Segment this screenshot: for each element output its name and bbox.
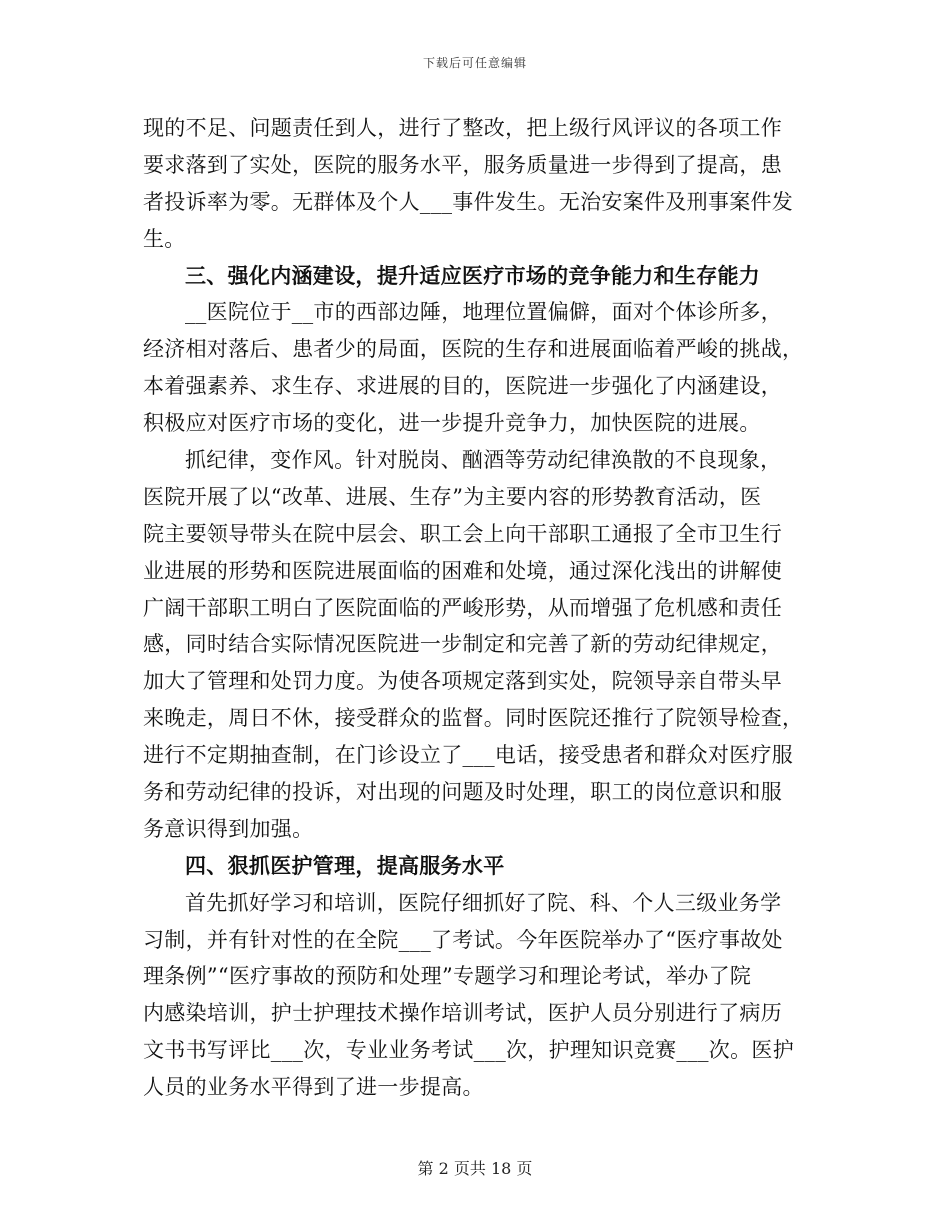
body-line: 理条例”“医疗事故的预防和处理”专题学习和理论考试，举办了院 (143, 964, 752, 989)
section-heading: 三、强化内涵建设，提升适应医疗市场的竞争能力和生存能力 (185, 262, 761, 288)
body-line: 务和劳动纪律的投诉，对出现的问题及时处理，职工的岗位意识和服 (143, 780, 782, 805)
body-line: 文书书写评比___次，专业业务考试___次，护理知识竞赛___次。医护 (143, 1038, 794, 1063)
body-line: 本着强素养、求生存、求进展的目的，医院进一步强化了内涵建设， (143, 374, 782, 399)
body-line: 来晚走，周日不休，接受群众的监督。同时医院还推行了院领导检查， (143, 706, 804, 731)
body-line: 生。 (143, 226, 186, 251)
document-body (143, 110, 809, 1106)
body-line: 人员的业务水平得到了进一步提高。 (143, 1075, 484, 1100)
body-line: 现的不足、问题责任到人，进行了整改，把上级行风评议的各项工作 (143, 116, 782, 140)
body-line: 院主要领导带头在院中层会、职工会上向干部职工通报了全市卫生行 (143, 521, 782, 546)
body-line: 加大了管理和处罚力度。为使各项规定落到实处，院领导亲自带头早 (143, 669, 782, 694)
body-line: 者投诉率为零。无群体及个人___事件发生。无治安案件及刑事案件发 (143, 189, 794, 214)
body-line: 业进展的形势和医院进展面临的困难和处境，通过深化浅出的讲解使 (143, 558, 782, 583)
body-line: 要求落到了实处，医院的服务水平，服务质量进一步得到了提高，患 (143, 152, 782, 177)
body-line: 积极应对医疗市场的变化，进一步提升竞争力，加快医院的进展。 (143, 411, 761, 436)
body-line: 内感染培训，护士护理技术操作培训考试，医护人员分别进行了病历 (143, 1001, 782, 1026)
body-line: 经济相对落后、患者少的局面，医院的生存和进展面临着严峻的挑战， (143, 337, 804, 362)
page-footer: 第 2 页共 18 页 (417, 1159, 533, 1178)
body-line: 感，同时结合实际情况医院进一步制定和完善了新的劳动纪律规定， (143, 632, 782, 657)
page-header: 下载后可任意编辑 (422, 56, 527, 70)
body-line: 习制，并有针对性的在全院___了考试。今年医院举办了“医疗事故处 (143, 927, 783, 952)
body-line: 进行不定期抽查制，在门诊设立了___电话，接受患者和群众对医疗服 (143, 743, 794, 768)
body-line: 务意识得到加强。 (143, 816, 314, 841)
body-line: __医院位于__市的西部边陲，地理位置偏僻，面对个体诊所多， (185, 300, 782, 325)
section-heading: 四、狠抓医护管理，提高服务水平 (185, 852, 505, 878)
body-line: 首先抓好学习和培训，医院仔细抓好了院、科、个人三级业务学 (185, 890, 782, 915)
body-line: 广阔干部职工明白了医院面临的严峻形势，从而增强了危机感和责任 (143, 595, 782, 620)
body-line: 抓纪律，变作风。针对脱岗、酗酒等劳动纪律涣散的不良现象， (185, 448, 782, 473)
body-line: 医院开展了以“改革、进展、生存”为主要内容的形势教育活动，医 (143, 484, 762, 509)
